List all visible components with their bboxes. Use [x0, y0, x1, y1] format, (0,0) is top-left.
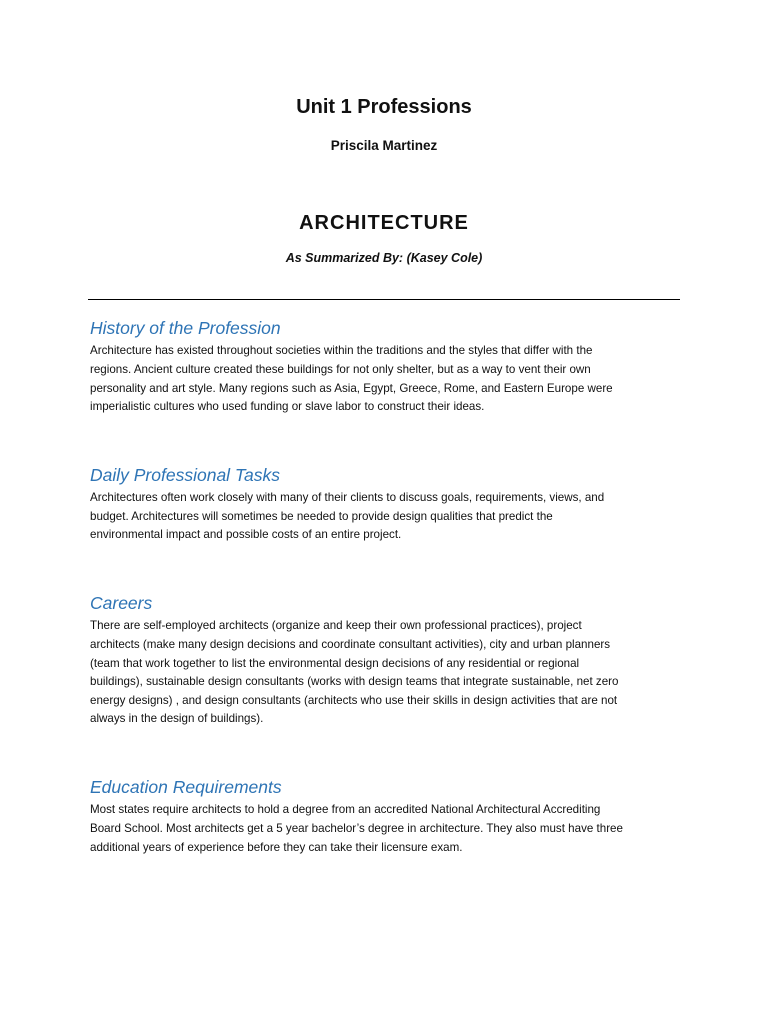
paragraph-line: Architectures often work closely with many of their clients to discuss goals, requirements, views, and: [90, 491, 605, 504]
paragraph-line: There are self-employed architects (organize and keep their own professional practices), project: [90, 619, 582, 632]
summary-credit: As Summarized By: (Kasey Cole): [285, 251, 483, 265]
paragraph-line: architects (make many design decisions and coordinate consultant activities), city and urban planners: [90, 638, 611, 651]
paragraph-line: additional years of experience before they can take their licensure exam.: [90, 841, 463, 854]
author-name: Priscila Martinez: [330, 138, 438, 153]
section-heading-daily-tasks: Daily Professional Tasks: [90, 465, 280, 485]
paragraph-line: energy designs) , and design consultants (architects who use their skills in design activities that are not: [90, 694, 618, 707]
paragraph-line: Board School. Most architects get a 5 year bachelor’s degree in architecture. They also must have three: [90, 822, 623, 835]
paragraph-line: Most states require architects to hold a degree from an accredited National Architectural Accrediting: [90, 803, 601, 816]
unit-title: Unit 1 Professions: [296, 96, 472, 118]
paragraph-line: environmental impact and possible costs of an entire project.: [90, 528, 402, 541]
horizontal-rule: [88, 299, 680, 300]
paragraph-line: Architecture has existed throughout societies within the traditions and the styles that differ with the: [90, 344, 593, 357]
main-title: ARCHITECTURE: [299, 212, 469, 234]
paragraph-line: budget. Architectures will sometimes be needed to provide design qualities that predict the: [90, 510, 553, 523]
section-heading-history: History of the Profession: [90, 318, 281, 338]
paragraph-line: buildings), sustainable design consultants (works with design teams that integrate sustainable, net zero: [90, 675, 619, 688]
paragraph-line: always in the design of buildings).: [90, 712, 264, 725]
paragraph-line: imperialistic cultures who used funding or slave labor to construct their ideas.: [90, 400, 485, 413]
section-heading-careers: Careers: [90, 593, 153, 613]
paragraph-line: (team that work together to list the environmental design decisions of any residential or regional: [90, 657, 580, 670]
paragraph-line: regions. Ancient culture created these buildings for not only shelter, but as a way to vent their own: [90, 363, 591, 376]
paragraph-line: personality and art style. Many regions such as Asia, Egypt, Greece, Rome, and Eastern Europe were: [90, 382, 613, 395]
section-heading-education: Education Requirements: [90, 777, 282, 797]
